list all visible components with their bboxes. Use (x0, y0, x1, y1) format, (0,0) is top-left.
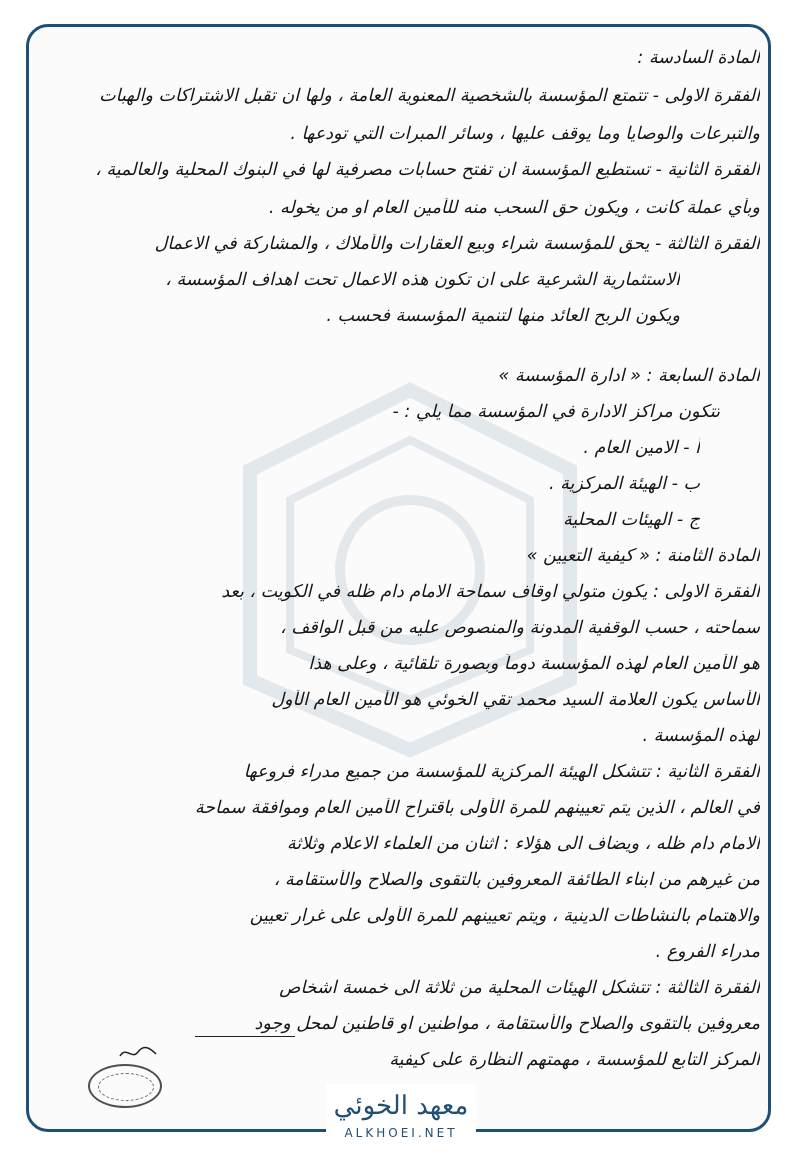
article-6-heading: المادة السادسة : (637, 48, 760, 68)
text-line: الفقرة الثالثة : تتشكل الهيئات المحلية من ثلاثة الى خمسة اشخاص (279, 978, 760, 998)
text-line: من غيرهم من ابناء الطائفة المعروفين بالتقوى والصلاح والأستقامة ، (273, 870, 760, 890)
list-item: ج - الهيئات المحلية (563, 510, 700, 530)
list-item: أ - الامين العام . (583, 438, 700, 458)
site-logo (326, 1084, 476, 1159)
article-7-heading: المادة السابعة : « ادارة المؤسسة » (498, 366, 760, 386)
page-frame (26, 24, 771, 1132)
text-line: تتكون مراكز الادارة في المؤسسة مما يلي : - (392, 402, 720, 422)
text-line: الأساس يكون العلامة السيد محمد تقي الخوئي هو الأمين العام الأول (271, 690, 760, 710)
text-line: الامام دام ظله ، ويضاف الى هؤلاء : اثنان من العلماء الاعلام وثلاثة (286, 834, 760, 854)
signature-rule (195, 1036, 295, 1037)
seal-stamp-icon (88, 1064, 162, 1108)
text-line: الفقرة الثانية - تستطيع المؤسسة ان تفتح حسابات مصرفية لها في البنوك المحلية والعالمية ، (95, 160, 760, 180)
logo-latin-text: ALKHOEI.NET (344, 1126, 458, 1140)
text-line: وبأي عملة كانت ، ويكون حق السحب منه للأمين العام او من يخوله . (268, 198, 760, 218)
text-line: لهذه المؤسسة . (642, 726, 760, 746)
text-line: هو الأمين العام لهذه المؤسسة دوماً وبصورة تلقائية ، وعلى هذا (308, 654, 760, 674)
text-line: مدراء الفروع . (655, 942, 760, 962)
logo-arabic-text: معهد الخوئي (333, 1091, 469, 1121)
text-line: والتبرعات والوصايا وما يوقف عليها ، وسائر المبرات التي تودعها . (290, 124, 760, 144)
text-line: الفقرة الاولى - تتمتع المؤسسة بالشخصية المعنوية العامة ، ولها ان تقبل الاشتراكات والهبات (99, 86, 760, 106)
text-line: في العالم ، الذين يتم تعيينهم للمرة الأولى باقتراح الأمين العام وموافقة سماحة (194, 798, 760, 818)
text-line: الفقرة الثانية : تتشكل الهيئة المركزية للمؤسسة من جميع مدراء فروعها (243, 762, 760, 782)
text-line: سماحته ، حسب الوقفية المدونة والمنصوص عليه من قبل الواقف ، (280, 618, 760, 638)
text-line: الفقرة الثالثة - يحق للمؤسسة شراء وبيع العقارات والأملاك ، والمشاركة في الاعمال (154, 234, 760, 254)
signature-icon (118, 1044, 158, 1066)
text-line: ويكون الربح العائد منها لتنمية المؤسسة فحسب . (326, 306, 680, 326)
text-line: معروفين بالتقوى والصلاح والأستقامة ، مواطنين او قاطنين لمحل وجود (254, 1014, 760, 1034)
text-line: المركز التابع للمؤسسة ، مهمتهم النظارة على كيفية (389, 1050, 760, 1070)
text-line: الاستثمارية الشرعية على ان تكون هذه الاعمال تحت اهداف المؤسسة ، (165, 270, 680, 290)
article-8-heading: المادة الثامنة : « كيفية التعيين » (526, 546, 760, 566)
text-line: والاهتمام بالنشاطات الدينية ، ويتم تعيينهم للمرة الأولى على غرار تعيين (249, 906, 760, 926)
list-item: ب - الهيئة المركزية . (548, 474, 700, 494)
text-line: الفقرة الاولى : يكون متولي اوقاف سماحة الامام دام ظله في الكويت ، بعد (221, 582, 760, 602)
